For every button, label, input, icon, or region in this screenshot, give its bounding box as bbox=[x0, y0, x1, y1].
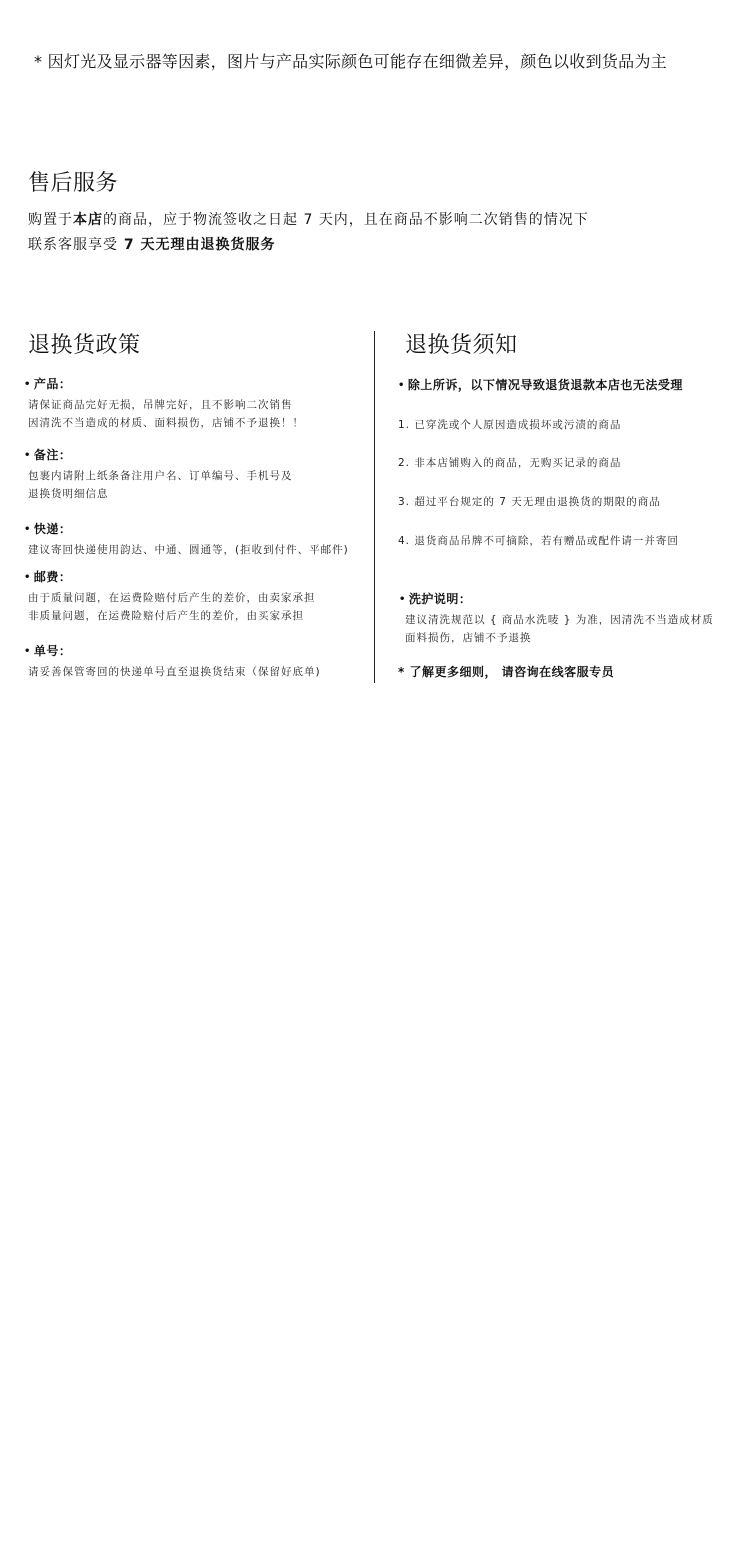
bullet-icon: • bbox=[399, 594, 406, 605]
after-sales-title: 售后服务 bbox=[28, 171, 119, 196]
after-sales-line-2-prefix: 联系客服享受 bbox=[28, 237, 118, 253]
bullet-icon: • bbox=[24, 646, 31, 657]
after-sales-line-1-prefix: 购置于 bbox=[28, 212, 73, 228]
after-sales-line-1 bbox=[28, 209, 589, 229]
bullet-icon: • bbox=[398, 380, 405, 391]
more-rules-note: * 了解更多细则， 请咨询在线客服专员 bbox=[398, 665, 615, 679]
policy-item-postage-head: • 邮费： bbox=[24, 570, 72, 584]
policy-item-postage-line: 由于质量问题，在运费险赔付后产生的差价，由卖家承担 bbox=[28, 592, 316, 604]
wash-care-head: • 洗护说明： bbox=[399, 592, 472, 606]
policy-item-express-line: 建议寄回快递使用韵达、中通、圆通等，(拒收到付件、平邮件) bbox=[28, 544, 349, 556]
bullet-icon: • bbox=[24, 379, 31, 390]
after-sales-return-highlight: 7 天无理由退换货服务 bbox=[118, 237, 276, 253]
policy-item-tracking-head: • 单号： bbox=[24, 644, 72, 658]
notice-list-item: 3. 超过平台规定的 7 天无理由退换货的期限的商品 bbox=[398, 496, 661, 508]
policy-item-product-line: 因清洗不当造成的材质、面料损伤，店铺不予退换！！ bbox=[28, 417, 304, 429]
policy-item-remark-head: • 备注： bbox=[24, 448, 72, 462]
column-divider bbox=[374, 331, 375, 683]
policy-item-product-head: • 产品： bbox=[24, 377, 72, 391]
color-disclaimer: * 因灯光及显示器等因素，图片与产品实际颜色可能存在细微差异，颜色以收到货品为主 bbox=[34, 52, 668, 71]
bullet-icon: • bbox=[24, 450, 31, 461]
policy-item-remark-line: 包裹内请附上纸条备注用户名、订单编号、手机号及 bbox=[28, 470, 293, 482]
bullet-icon: • bbox=[24, 572, 31, 583]
return-notice-title: 退换货须知 bbox=[405, 333, 518, 358]
notice-intro: • 除上所诉，以下情况导致退货退款本店也无法受理 bbox=[398, 378, 683, 392]
wash-care-line: 面料损伤，店铺不予退换 bbox=[405, 632, 532, 644]
return-policy-title: 退换货政策 bbox=[28, 333, 141, 358]
policy-item-product-line: 请保证商品完好无损，吊牌完好，且不影响二次销售 bbox=[28, 399, 293, 411]
after-sales-line-1-rest: 的商品，应于物流签收之日起 7 天内，且在商品不影响二次销售的情况下 bbox=[103, 212, 589, 228]
policy-item-remark-line: 退换货明细信息 bbox=[28, 488, 109, 500]
notice-list-item: 4. 退货商品吊牌不可摘除，若有赠品或配件请一并寄回 bbox=[398, 535, 679, 547]
bullet-icon: • bbox=[24, 524, 31, 535]
notice-list-item: 2. 非本店铺购入的商品，无购买记录的商品 bbox=[398, 457, 622, 469]
after-sales-line-2 bbox=[28, 234, 276, 254]
policy-item-postage-line: 非质量问题，在运费险赔付后产生的差价，由买家承担 bbox=[28, 610, 304, 622]
notice-list-item: 1. 已穿洗或个人原因造成损坏或污渍的商品 bbox=[398, 419, 622, 431]
wash-care-line: 建议清洗规范以 { 商品水洗唛 } 为准，因清洗不当造成材质 bbox=[405, 614, 714, 626]
policy-item-express-head: • 快递： bbox=[24, 522, 72, 536]
policy-item-tracking-line: 请妥善保管寄回的快递单号直至退换货结束（保留好底单) bbox=[28, 666, 321, 678]
after-sales-store-highlight: 本店 bbox=[73, 212, 103, 228]
